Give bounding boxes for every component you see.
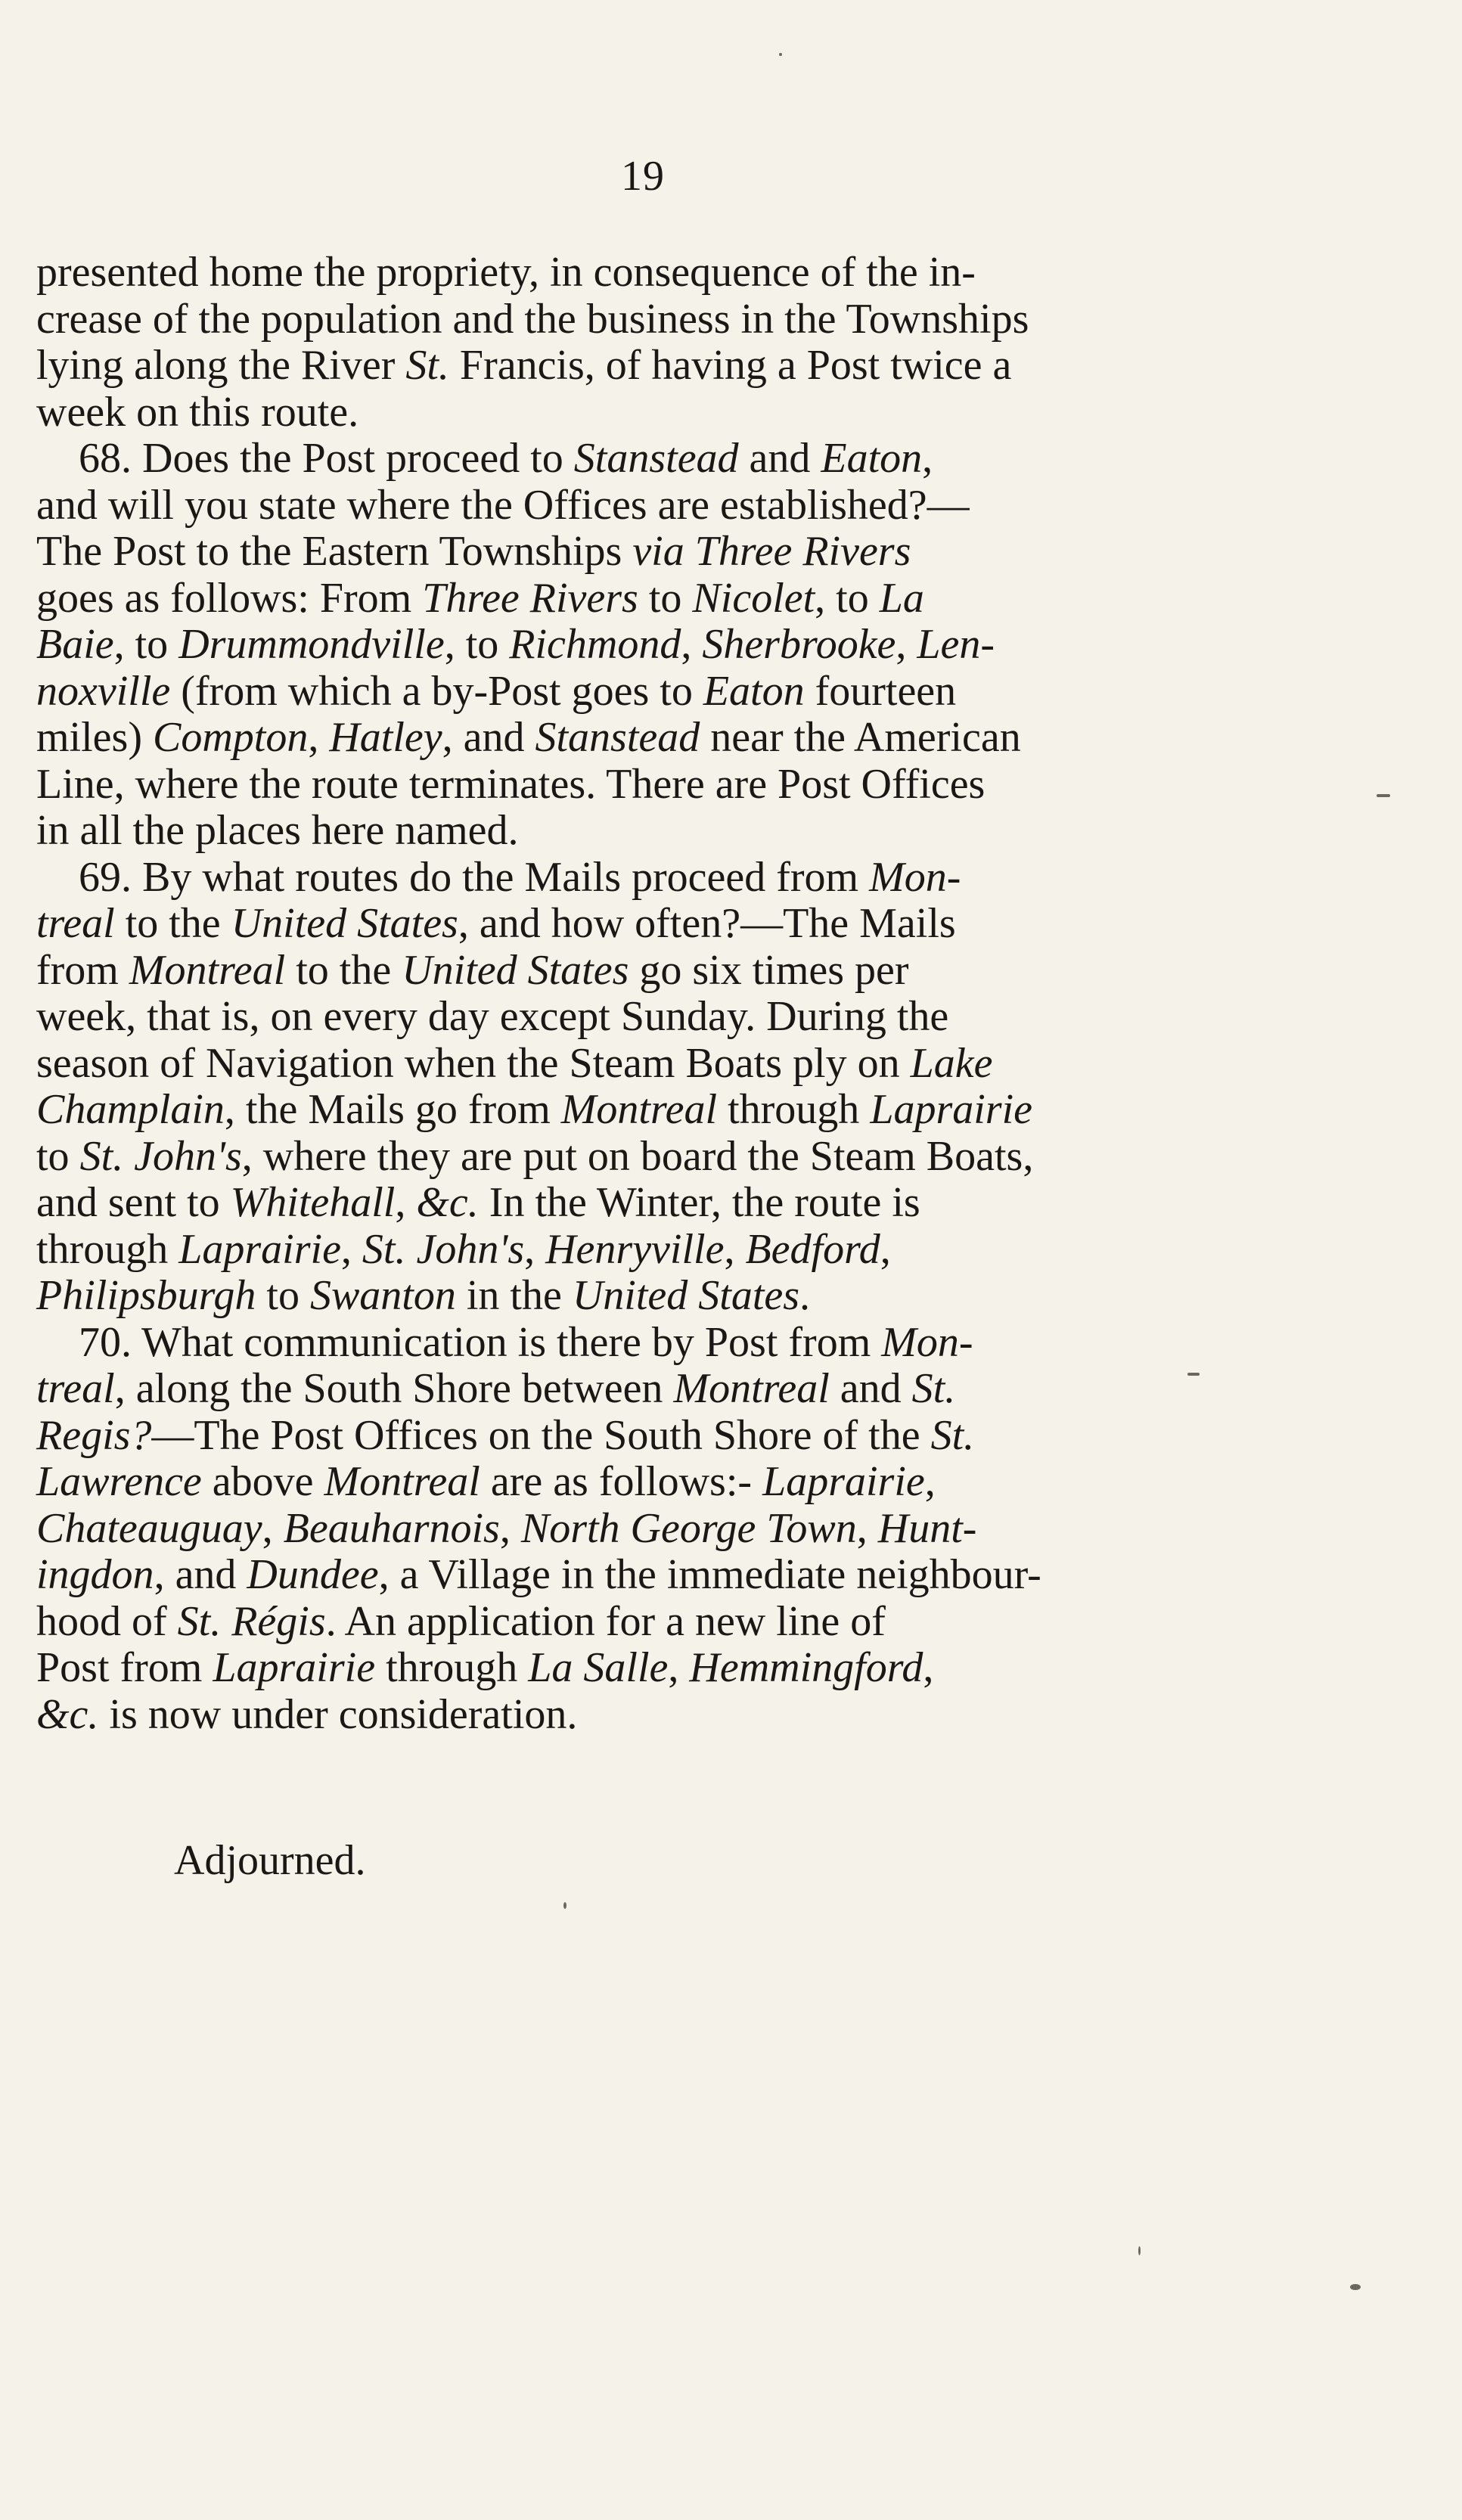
scan-speck: [1187, 1373, 1200, 1376]
question-70: [36, 1320, 1216, 1739]
text-line: lying along the River St. Francis, of having a Post twice a: [36, 342, 1012, 389]
question-text: Does the Post proceed to Stanstead and Eaton,: [142, 435, 933, 482]
paragraph-continuation: [36, 250, 1216, 436]
text-line: crease of the population and the business in the Townships: [36, 295, 1029, 343]
text-line: [36, 1320, 1216, 1367]
text-line: Lawrence above Montreal are as follows:- Laprairie,: [36, 1458, 936, 1505]
text-line: and will you state where the Offices are established?—: [36, 481, 970, 529]
scan-speck: [1350, 2284, 1361, 2290]
question-number: 70.: [79, 1318, 132, 1366]
text-line: from Montreal to the United States go six times per: [36, 946, 909, 994]
text-line: ingdon, and Dundee, a Village in the immediate neighbour-: [36, 1551, 1041, 1598]
scan-speck: [1377, 794, 1390, 797]
text-line: hood of St. Régis. An application for a new line of: [36, 1597, 886, 1645]
text-line: week, that is, on every day except Sunday. During the: [36, 993, 949, 1040]
scan-speck: [563, 1902, 566, 1909]
text-line: Chateauguay, Beauharnois, North George Town, Hunt-: [36, 1504, 977, 1552]
text-line: treal to the United States, and how often?—The Mails: [36, 900, 956, 947]
text-line: Champlain, the Mails go from Montreal through Laprairie: [36, 1086, 1033, 1133]
scan-speck: [779, 53, 782, 56]
text-line: through Laprairie, St. John's, Henryville, Bedford,: [36, 1225, 891, 1273]
text-line: presented home the propriety, in consequence of the in-: [36, 249, 976, 296]
question-68: [36, 436, 1216, 855]
text-line: and sent to Whitehall, &c. In the Winter, the route is: [36, 1179, 920, 1226]
text-line: miles) Compton, Hatley, and Stanstead near the American: [36, 714, 1021, 761]
text-line: treal, along the South Shore between Montreal and St.: [36, 1365, 956, 1412]
question-text: What communication is there by Post from Mon-: [141, 1318, 973, 1366]
text-line: in all the places here named.: [36, 807, 519, 854]
question-number: 68.: [79, 435, 132, 482]
text-line: to St. John's, where they are put on board the Steam Boats,: [36, 1132, 1034, 1180]
text-line: [36, 436, 1216, 483]
text-line: Line, where the route terminates. There are Post Offices: [36, 760, 986, 808]
text-line: &c. is now under consideration.: [36, 1690, 578, 1738]
text-line: goes as follows: From Three Rivers to Nicolet, to La: [36, 574, 924, 622]
text-line: Regis?—The Post Offices on the South Shore of the St.: [36, 1411, 975, 1459]
text-line: week on this route.: [36, 388, 359, 436]
closing-adjourned: Adjourned.: [174, 1837, 366, 1884]
text-line: Baie, to Drummondville, to Richmond, Sherbrooke, Len-: [36, 621, 995, 668]
question-69: [36, 855, 1216, 1320]
scan-speck: [1138, 2246, 1141, 2255]
question-text: By what routes do the Mails proceed from Mon-: [142, 853, 961, 901]
body-text: [36, 250, 1216, 1738]
text-line: The Post to the Eastern Townships via Three Rivers: [36, 528, 911, 575]
text-line: [36, 855, 1216, 902]
text-line: season of Navigation when the Steam Boats ply on Lake: [36, 1039, 993, 1087]
text-line: Post from Laprairie through La Salle, Hemmingford,: [36, 1644, 934, 1691]
text-line: noxville (from which a by-Post goes to Eaton fourteen: [36, 667, 957, 715]
text-line: Philipsburgh to Swanton in the United States.: [36, 1272, 811, 1319]
page-number: 19: [621, 153, 665, 200]
question-number: 69.: [79, 853, 132, 901]
